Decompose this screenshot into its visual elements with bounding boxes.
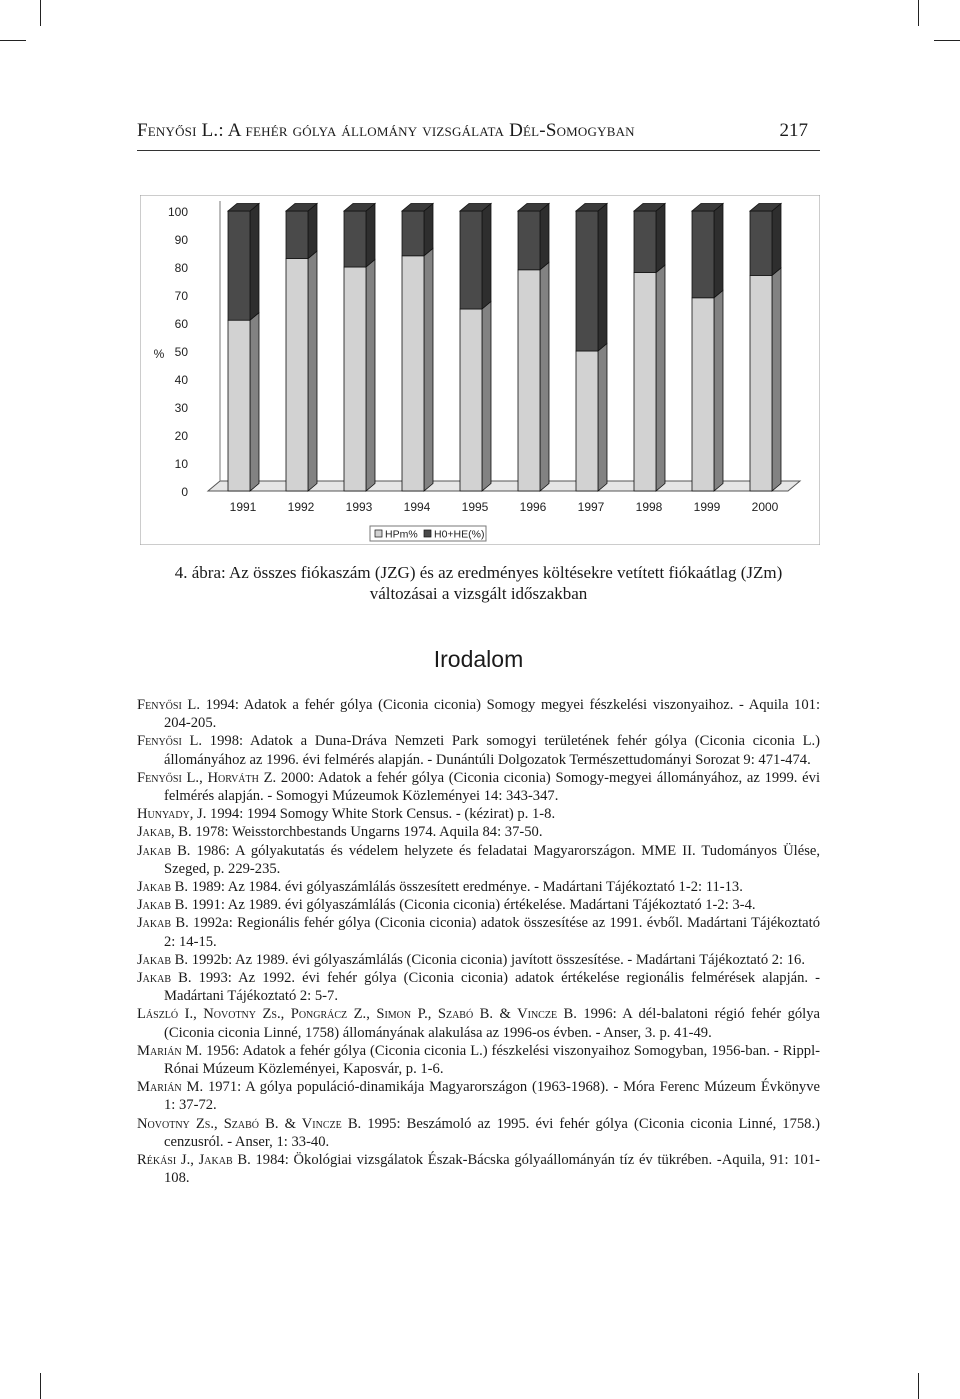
- page-number: 217: [779, 120, 808, 141]
- reference-item: [137, 1151, 820, 1187]
- crop-mark-top-left-h: [0, 40, 26, 41]
- bar-segment-hpm-side: [598, 344, 607, 492]
- reference-authors: Marián M.: [137, 1042, 203, 1059]
- bar-segment-hpm: [344, 267, 366, 491]
- legend-label: H0+HE(%): [434, 528, 485, 541]
- y-tick-label: 50: [174, 345, 188, 359]
- bar-segment-h0he-side: [540, 204, 549, 270]
- crop-mark-top-right-h: [934, 40, 960, 41]
- y-tick-label: 80: [174, 261, 188, 275]
- reference-authors: Jakab B.: [137, 897, 189, 914]
- bar-segment-h0he: [634, 211, 656, 273]
- reference-item: [137, 1115, 820, 1151]
- x-tick-label: 1997: [577, 500, 605, 514]
- reference-text: 1992b: Az 1989. évi gólyaszámlálás (Ciconia ciconia) javított összesítése. - Madártani Tájékoztató 2: 16.: [188, 951, 806, 968]
- bar-segment-h0he: [518, 211, 540, 270]
- reference-item: [137, 1078, 820, 1114]
- stacked-bar-chart: [140, 195, 820, 545]
- bar-segment-hpm: [286, 259, 308, 491]
- legend-swatch: [375, 530, 382, 537]
- reference-authors: Fenyősi L.: [137, 733, 203, 750]
- reference-text: 1978: Weisstorchbestands Ungarns 1974. Aquila 84: 37-50.: [191, 824, 543, 841]
- reference-item: [137, 805, 820, 823]
- y-axis-label: %: [153, 347, 165, 361]
- x-tick-label: 1993: [345, 500, 373, 514]
- reference-item: [137, 842, 820, 878]
- reference-item: [137, 969, 820, 1005]
- y-tick-label: 90: [174, 233, 188, 247]
- legend-label: HPm%: [385, 528, 418, 541]
- bar-segment-hpm: [228, 320, 250, 491]
- reference-item: [137, 696, 820, 732]
- caption-line-1: 4. ábra: Az összes fiókaszám (JZG) és az eredményes költésekre vetített fiókaátlag (JZm): [174, 563, 783, 582]
- reference-authors: Fenyősi L.: [137, 697, 200, 713]
- bar-segment-hpm: [402, 256, 424, 491]
- x-tick-label: 1998: [635, 500, 663, 514]
- bar-segment-hpm-side: [366, 260, 375, 492]
- y-tick-label: 60: [174, 317, 188, 331]
- y-tick-label: 100: [167, 205, 188, 219]
- reference-authors: Rékási J., Jakab B.: [137, 1152, 251, 1169]
- bar-segment-hpm: [634, 273, 656, 491]
- bar-segment-h0he: [286, 211, 308, 259]
- bar-segment-h0he: [692, 211, 714, 298]
- reference-authors: Jakab B.: [137, 915, 189, 932]
- bar-segment-hpm: [576, 351, 598, 491]
- crop-mark-top-left: [40, 0, 41, 26]
- reference-authors: László I., Novotny Zs., Pongrácz Z., Simon P., Szabó B. & Vincze B.: [137, 1006, 577, 1023]
- reference-item: [137, 914, 820, 950]
- chart-legend: [370, 526, 486, 541]
- bar-segment-h0he-side: [772, 204, 781, 276]
- bar-segment-hpm-side: [540, 262, 549, 491]
- reference-item: [137, 1005, 820, 1041]
- reference-item: [137, 769, 820, 805]
- bar-segment-h0he-side: [366, 204, 375, 268]
- reference-authors: Jakab B.: [137, 879, 189, 896]
- y-tick-label: 0: [181, 485, 188, 499]
- x-tick-label: 1991: [229, 500, 257, 514]
- reference-authors: Fenyősi L., Horváth Z.: [137, 769, 277, 786]
- bar-segment-h0he: [344, 211, 366, 267]
- reference-text: 1991: Az 1989. évi gólyaszámlálás (Ciconia ciconia) értékelése. Madártani Tájékoztató 1-2: 3-4.: [188, 897, 756, 914]
- bar-segment-h0he: [402, 211, 424, 256]
- x-tick-label: 1995: [461, 500, 489, 514]
- reference-text: 1984: Ökológiai vizsgálatok Észak-Bácska gólyaállományán tíz év tükrében. -Aquila, 91: 101-108.: [164, 1152, 820, 1187]
- x-tick-label: 1996: [519, 500, 547, 514]
- reference-text: 1986: A gólyakutatás és védelem helyzete és feladatai Magyarországon. MME II. Tudományos Ülése, Szeged, p. 229-235.: [164, 842, 821, 877]
- caption-line-2: változásai a vizsgált időszakban: [369, 584, 588, 603]
- y-tick-label: 30: [174, 401, 188, 415]
- crop-mark-bottom-left: [40, 1373, 41, 1399]
- y-tick-label: 20: [174, 429, 188, 443]
- reference-text: 1998: Adatok a Duna-Dráva Nemzeti Park somogyi területének fehér gólya (Ciconia ciconia L.) állományához az 1996. évi felmérés alapján. - Dunántúli Dolgozatok Természettudományi Sorozat 9: 471-474.: [164, 733, 820, 768]
- bar-segment-h0he-side: [598, 204, 607, 352]
- crop-mark-bottom-right: [918, 1373, 919, 1399]
- running-title: Fenyősi L.: A fehér gólya állomány vizsgálata Dél-Somogyban: [137, 120, 635, 141]
- reference-text: 1994: Adatok a fehér gólya (Ciconia ciconia) Somogy megyei fészkelési viszonyaihoz. - Aquila 101: 204-205.: [164, 697, 821, 732]
- bar-segment-hpm: [518, 270, 540, 491]
- reference-text: 2000: Adatok a fehér gólya (Ciconia ciconia) Somogy-megyei állományához, az 1999. évi felmérés alapján. - Somogyi Múzeumok Közleményei 14: 343-347.: [164, 769, 821, 805]
- bar-segment-h0he-side: [308, 204, 317, 259]
- legend-swatch: [424, 530, 431, 537]
- crop-mark-top-right: [918, 0, 919, 26]
- running-header: [137, 114, 820, 151]
- bar-segment-hpm-side: [250, 313, 259, 491]
- bar-segment-hpm-side: [308, 251, 317, 491]
- bar-segment-hpm-side: [714, 290, 723, 491]
- reference-authors: Jakab B.: [137, 842, 191, 859]
- bar-segment-h0he: [460, 211, 482, 309]
- y-tick-label: 70: [174, 289, 188, 303]
- reference-item: [137, 896, 820, 914]
- reference-text: 1993: Az 1992. évi fehér gólya (Ciconia ciconia) adatok értékelése regionális felmérések alapján. - Madártani Tájékoztató 2: 5-7.: [164, 970, 820, 1005]
- reference-authors: Marián M.: [137, 1079, 204, 1096]
- bar-segment-hpm-side: [482, 302, 491, 492]
- bar-segment-h0he: [228, 211, 250, 320]
- bar-segment-hpm: [460, 309, 482, 491]
- y-tick-label: 40: [174, 373, 188, 387]
- bar-segment-h0he-side: [656, 204, 665, 273]
- reference-authors: Novotny Zs., Szabó B. & Vincze B.: [137, 1115, 362, 1132]
- y-tick-label: 10: [174, 457, 188, 471]
- bar-segment-hpm: [692, 298, 714, 491]
- reference-item: [137, 732, 820, 768]
- reference-authors: Jakab B.: [137, 970, 192, 987]
- reference-text: 1971: A gólya populáció-dinamikája Magyarországon (1963-1968). - Móra Ferenc Múzeum Évkönyve 1: 37-72.: [164, 1079, 820, 1114]
- reference-text: 1992a: Regionális fehér gólya (Ciconia ciconia) adatok összesítése az 1991. évből. Madártani Tájékoztató 2: 14-15.: [164, 915, 821, 950]
- reference-item: [137, 878, 820, 896]
- reference-text: 1995: Beszámoló az 1995. évi fehér gólya (Ciconia ciconia Linné, 1758.) cenzusról. - Anser, 1: 33-40.: [164, 1115, 820, 1150]
- reference-item: [137, 1042, 820, 1078]
- bar-segment-h0he-side: [482, 204, 491, 310]
- bar-segment-h0he-side: [424, 204, 433, 256]
- bar-segment-h0he: [750, 211, 772, 275]
- bar-segment-hpm-side: [424, 248, 433, 491]
- reference-authors: Jakab B.: [137, 951, 189, 968]
- bar-segment-h0he-side: [250, 204, 259, 321]
- x-tick-label: 2000: [751, 500, 779, 514]
- reference-item: [137, 951, 820, 969]
- reference-authors: Jakab, B.: [137, 824, 192, 841]
- bar-segment-h0he-side: [714, 204, 723, 298]
- bar-segment-hpm: [750, 275, 772, 491]
- reference-item: [137, 823, 820, 841]
- bar-segment-h0he: [576, 211, 598, 351]
- x-tick-label: 1994: [403, 500, 431, 514]
- section-title: Irodalom: [433, 646, 524, 672]
- reference-text: 1956: Adatok a fehér gólya (Ciconia ciconia L.) fészkelési viszonyaihoz Somogyban, 1956-ban. - Rippl-Rónai Múzeum Közleményei, Kaposvár, p. 1-6.: [164, 1042, 820, 1078]
- x-tick-label: 1999: [693, 500, 721, 514]
- bar-segment-hpm-side: [772, 268, 781, 491]
- reference-text: 1996: A dél-balatoni régió fehér gólya (Ciconia ciconia Linné, 1758) állományának alakulása az 1996-os évben. - Anser, 3. p. 41-49.: [164, 1006, 820, 1041]
- x-tick-label: 1992: [287, 500, 315, 514]
- reference-text: 1989: Az 1984. évi gólyaszámlálás összesített eredménye. - Madártani Tájékoztató 1-2: 11-13.: [188, 879, 743, 896]
- reference-text: 1994: 1994 Somogy White Stork Census. - (kézirat) p. 1-8.: [206, 806, 556, 823]
- reference-authors: Hunyady, J.: [137, 806, 207, 823]
- reference-list: [137, 696, 820, 1187]
- bar-segment-hpm-side: [656, 265, 665, 491]
- figure-caption: [137, 562, 820, 604]
